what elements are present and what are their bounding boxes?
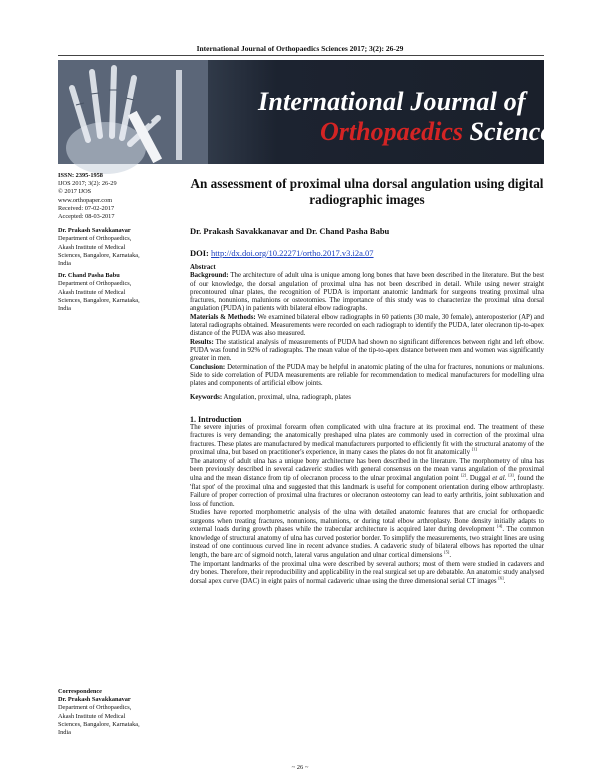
abstract-background xyxy=(190,272,544,313)
banner-word-orthopaedics: Orthopaedics xyxy=(320,117,463,146)
page-number: ~ 26 ~ xyxy=(291,764,309,771)
affiliation-line: Akash Institute of Medical xyxy=(58,243,126,251)
affiliation-1 xyxy=(58,227,180,268)
abstract-methods-text: We examined bilateral elbow radiographs in 60 patients (30 male, 30 female), anteroposterior (AP) and lateral radiographs obtained. Measurements were recorded on each radiograph to identify the PUDA, later olecranon tip-to-apex distance of the PUDA was also measured. xyxy=(190,313,544,338)
correspondence-line: Sciences, Bangalore, Karnataka, xyxy=(58,720,140,728)
correspondence-line: Akash Institute of Medical xyxy=(58,712,126,720)
abstract-heading: Abstract xyxy=(190,264,216,271)
meta-copyright: © 2017 IJOS xyxy=(58,188,92,196)
intro-text: The severe injuries of proximal forearm often complicated with ulna fracture at its proximal end. The treatment of these fractures is very demanding; the anatomically preshaped ulna plates are commonly used in correction of the proximal ulna fractures. These plates are manufactured by medical manufacturers purported to efficiently fit with the structural anatomy of the proximal ulna, but based on practitioner's experience, in many cases the plates do not fit anatomically xyxy=(190,423,544,457)
intro-paragraph-1 xyxy=(190,424,544,458)
intro-text: . xyxy=(449,551,452,559)
correspondence-line: India xyxy=(58,729,71,737)
intro-paragraph-3 xyxy=(190,509,544,560)
intro-text: . The common knowledge of structural anatomy of ulna has curved posterior border. To simplify the measurements, two straight lines are using instead of one continuous curved line in recent advance studies. A cadaveric study of bilateral elbows has reported the ulnar length, the bare arc of sigmoid notch, lateral varus angulation and ulnar cortical dimensions xyxy=(190,526,545,559)
intro-text: . xyxy=(503,577,506,585)
abstract-conclusion xyxy=(190,364,544,389)
meta-accepted: Accepted: 08-03-2017 xyxy=(58,213,115,221)
abstract-conclusion-text: Determination of the PUDA may be helpful in anatomic plating of the ulna for fractures, nonunions or malunions. Side to side correlation of PUDA measurements are reliable for recommendation to medical manufacturers for modelling ulna plates and components of artificial elbow joints. xyxy=(190,363,544,388)
correspondence-heading: Correspondence xyxy=(58,688,102,695)
doi-line xyxy=(190,248,544,258)
intro-paragraph-4 xyxy=(190,561,544,587)
intro-text: et al. xyxy=(492,475,507,483)
affiliation-2 xyxy=(58,272,180,313)
banner-word-sciences: Sciences xyxy=(469,117,562,146)
affiliation-line: Akash Institute of Medical xyxy=(58,288,126,296)
intro-paragraph-2 xyxy=(190,458,544,509)
keywords-text: Angulation, proximal, ulna, radiograph, plates xyxy=(223,394,351,402)
affiliation-line: Department of Orthopaedics, xyxy=(58,280,132,288)
abstract-results-label: Results: xyxy=(190,338,214,346)
meta-issn: ISSN: 2395-1958 xyxy=(58,172,103,179)
affiliation-line: India xyxy=(58,260,71,268)
article-info-column xyxy=(58,172,180,317)
meta-received: Received: 07-02-2017 xyxy=(58,204,115,212)
meta-website: www.orthopaper.com xyxy=(58,196,113,204)
citation-ref: [4] xyxy=(497,524,503,530)
header-rule xyxy=(58,55,544,56)
citation-ref: [6] xyxy=(498,575,504,581)
meta-volume: IJOS 2017; 3(2): 26-29 xyxy=(58,180,117,188)
keywords-label: Keywords: xyxy=(190,394,223,402)
affiliation-name: Dr. Prakash Savakkanavar xyxy=(58,227,131,235)
correspondence-line: Department of Orthopaedics, xyxy=(58,704,132,712)
banner-title-line2 xyxy=(320,117,562,147)
affiliation-line: Department of Orthopaedics, xyxy=(58,235,132,243)
citation-ref: [5] xyxy=(444,549,450,555)
intro-text: Studies have reported morphometric analysis of the ulna with detailed anatomic features that are crucial for orthopaedic surgeons when treating fractures, nonunions, malunions, or during total elbow arthroplasty. Bone density initially adapts to external loads during growth phases while the trabecular architecture is acquired later during development xyxy=(190,509,544,534)
journal-reference: International Journal of Orthopaedics Sciences 2017; 3(2): 26-29 xyxy=(196,44,404,53)
author-list: Dr. Prakash Savakkanavar and Dr. Chand Pasha Babu xyxy=(190,226,390,236)
affiliation-line: Sciences, Bangalore, Karnataka, xyxy=(58,251,140,259)
intro-text: The important landmarks of the proximal ulna were described by several authors; most of them were studied in cadavers and dry bones. Therefore, their reproducibility and applicability in the real surgical set up are debatable. An anatomic study analysed dorsal apex curve (DAC) in eight pairs of normal cadaveric ulnae using the three dimensional serial CT images xyxy=(190,560,544,585)
abstract-results xyxy=(190,339,544,364)
abstract-methods-label: Materials & Methods: xyxy=(190,313,256,321)
introduction-heading: 1. Introduction xyxy=(190,414,242,424)
intro-text: The anatomy of adult ulna has a unique bony architecture has been described in the literature. The morphometry of ulna has been previously described in several cadaveric studies with general consensus on the mean varus angulation of the proximal ulna and the mean distance from tip of olecranon process to the ulnar proximal angulation point xyxy=(190,457,544,483)
affiliation-name: Dr. Chand Pasha Babu xyxy=(58,272,120,280)
abstract-methods xyxy=(190,314,544,339)
paper-title: An assessment of proximal ulna dorsal angulation using digital radiographic images xyxy=(190,176,544,207)
journal-banner xyxy=(58,60,562,164)
abstract-results-text: The statistical analysis of measurements of PUDA had shown no significant differences between right and left elbow. PUDA was found in 92% of radiographs. The mean value of the tip-to-apex distance between men and women was significantly greater in men. xyxy=(190,338,544,363)
citation-ref: [1] xyxy=(471,447,478,453)
abstract-background-text: The architecture of adult ulna is unique among long bones that have been described in the literature. But the best of our knowledge, the dorsal angulation of proximal ulna has not been described in detail. While using newer straight precontoured ulnar plates, the recognition of PUDA is important anatomic landmark for surgeons treating proximal ulna fractures, nonunions, malunions or osteotomies. The importance of this study was to characterize the proximal ulna dorsal angulation (PUDA) in patients with bilateral elbow radiographs. xyxy=(190,272,544,313)
affiliation-line: India xyxy=(58,305,71,313)
abstract-block xyxy=(190,264,544,388)
citation-ref: [3] xyxy=(508,472,514,478)
keywords-line xyxy=(190,394,544,402)
abstract-conclusion-label: Conclusion: xyxy=(190,363,226,371)
citation-ref: [2] xyxy=(460,472,467,478)
correspondence-name: Dr. Prakash Savakkanavar xyxy=(58,696,131,704)
intro-text: . Duggal xyxy=(466,475,491,483)
doi-link[interactable]: http://dx.doi.org/10.22271/ortho.2017.v3.i2a.07 xyxy=(211,248,374,258)
affiliation-line: Sciences, Bangalore, Karnataka, xyxy=(58,296,140,304)
correspondence-block xyxy=(58,688,180,737)
intro-text: , found the 'flat spot' of the proximal ulna and suggested that this landmark is useful for component orientation during elbow arthroplasty. Failure of proper correction of proximal ulna fractures or olecranon osteotomy can lead to early arthritis, joint subluxation and loss of function. xyxy=(190,475,544,508)
article-main-column xyxy=(190,172,544,586)
banner-title-line1: International Journal of xyxy=(258,87,526,116)
doi-label: DOI: xyxy=(190,248,209,258)
xray-hand-image xyxy=(58,60,208,164)
abstract-background-label: Background: xyxy=(190,272,229,280)
